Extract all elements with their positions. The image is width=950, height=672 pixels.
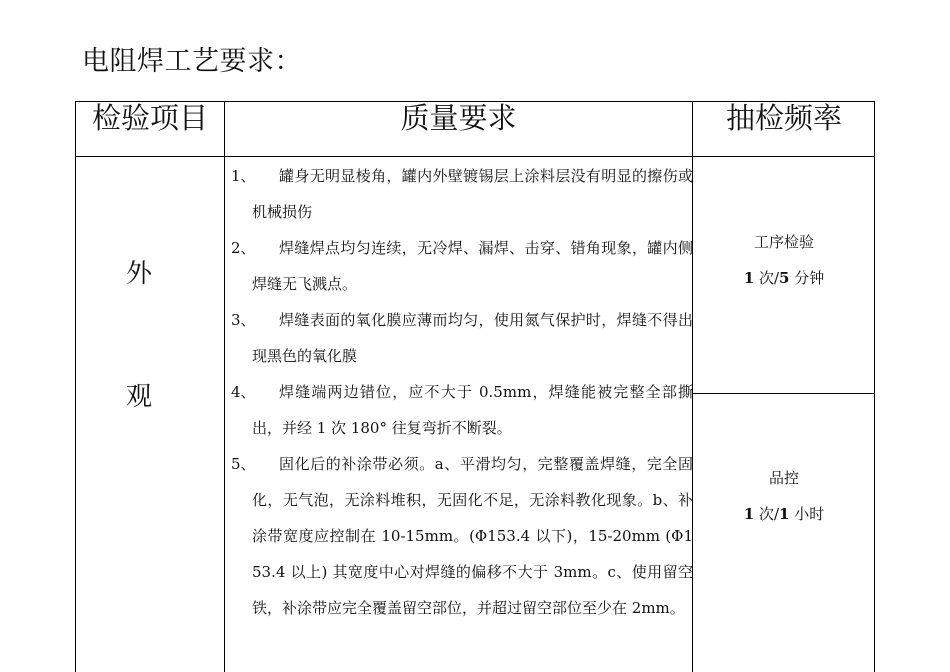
requirement-number: 5、 <box>231 455 256 473</box>
frequency-label: 品控 <box>768 469 799 487</box>
frequency-value <box>693 260 875 296</box>
inspection-table <box>75 101 875 672</box>
requirement-item <box>226 158 693 230</box>
requirement-item <box>226 374 693 446</box>
requirement-item <box>226 230 693 302</box>
frequency-mid: 次/ <box>758 269 780 287</box>
requirement-item <box>226 302 693 374</box>
requirement-text: 焊缝端两边错位，应不大于 0.5mm，焊缝能被完整全部撕出，并经 1 次 180° 往复弯折不断裂。 <box>252 383 693 437</box>
frequency-count2: 5 <box>779 269 790 287</box>
header-inspection-item: 检验项目 <box>91 101 208 135</box>
frequency-value <box>693 496 875 532</box>
category-char-2: 观 <box>126 382 153 412</box>
frequency-unit: 小时 <box>794 505 825 523</box>
frequency-label: 工序检验 <box>753 233 814 251</box>
header-divider <box>76 156 874 157</box>
category-char-1: 外 <box>126 259 153 289</box>
frequency-count2: 1 <box>779 505 790 523</box>
frequency-divider <box>692 393 874 394</box>
frequency-mid: 次/ <box>758 505 780 523</box>
requirement-number: 4、 <box>231 383 256 401</box>
requirement-item <box>226 446 693 626</box>
requirement-text: 焊缝焊点均匀连续，无冷焊、漏焊、击穿、错角现象，罐内侧焊缝无飞溅点。 <box>252 239 693 293</box>
requirement-text: 固化后的补涂带必须。a、平滑均匀，完整覆盖焊缝，完全固化，无气泡，无涂料堆积，无固化不足，无涂料教化现象。b、补涂带宽度应控制在 10-15mm。(Φ153.4 以下)，15-20mm (Φ153.4 以上) 其宽度中心对焊缝的偏移不大于 3mm。c、使用留空铁，补涂带应完全覆盖留空部位，并超过留空部位至少在 2mm。 <box>252 455 693 617</box>
frequency-process-inspection <box>693 224 875 296</box>
requirement-text: 罐身无明显棱角，罐内外壁镀锡层上涂料层没有明显的擦伤或机械损伤 <box>252 167 693 221</box>
frequency-quality-control <box>693 460 875 532</box>
frequency-count: 1 <box>743 505 755 523</box>
frequency-count: 1 <box>743 269 755 287</box>
column-divider-1 <box>224 102 225 672</box>
requirements-list <box>226 158 693 626</box>
requirement-number: 1、 <box>231 167 256 185</box>
requirement-number: 2、 <box>231 239 256 257</box>
header-quality-requirements: 质量要求 <box>400 101 517 135</box>
requirement-text: 焊缝表面的氧化膜应薄而均匀，使用氮气保护时，焊缝不得出现黑色的氧化膜 <box>252 311 693 365</box>
frequency-unit: 分钟 <box>794 269 825 287</box>
header-sampling-frequency: 抽检频率 <box>725 101 842 135</box>
requirement-number: 3、 <box>231 311 256 329</box>
page-title: 电阻焊工艺要求： <box>82 46 302 77</box>
